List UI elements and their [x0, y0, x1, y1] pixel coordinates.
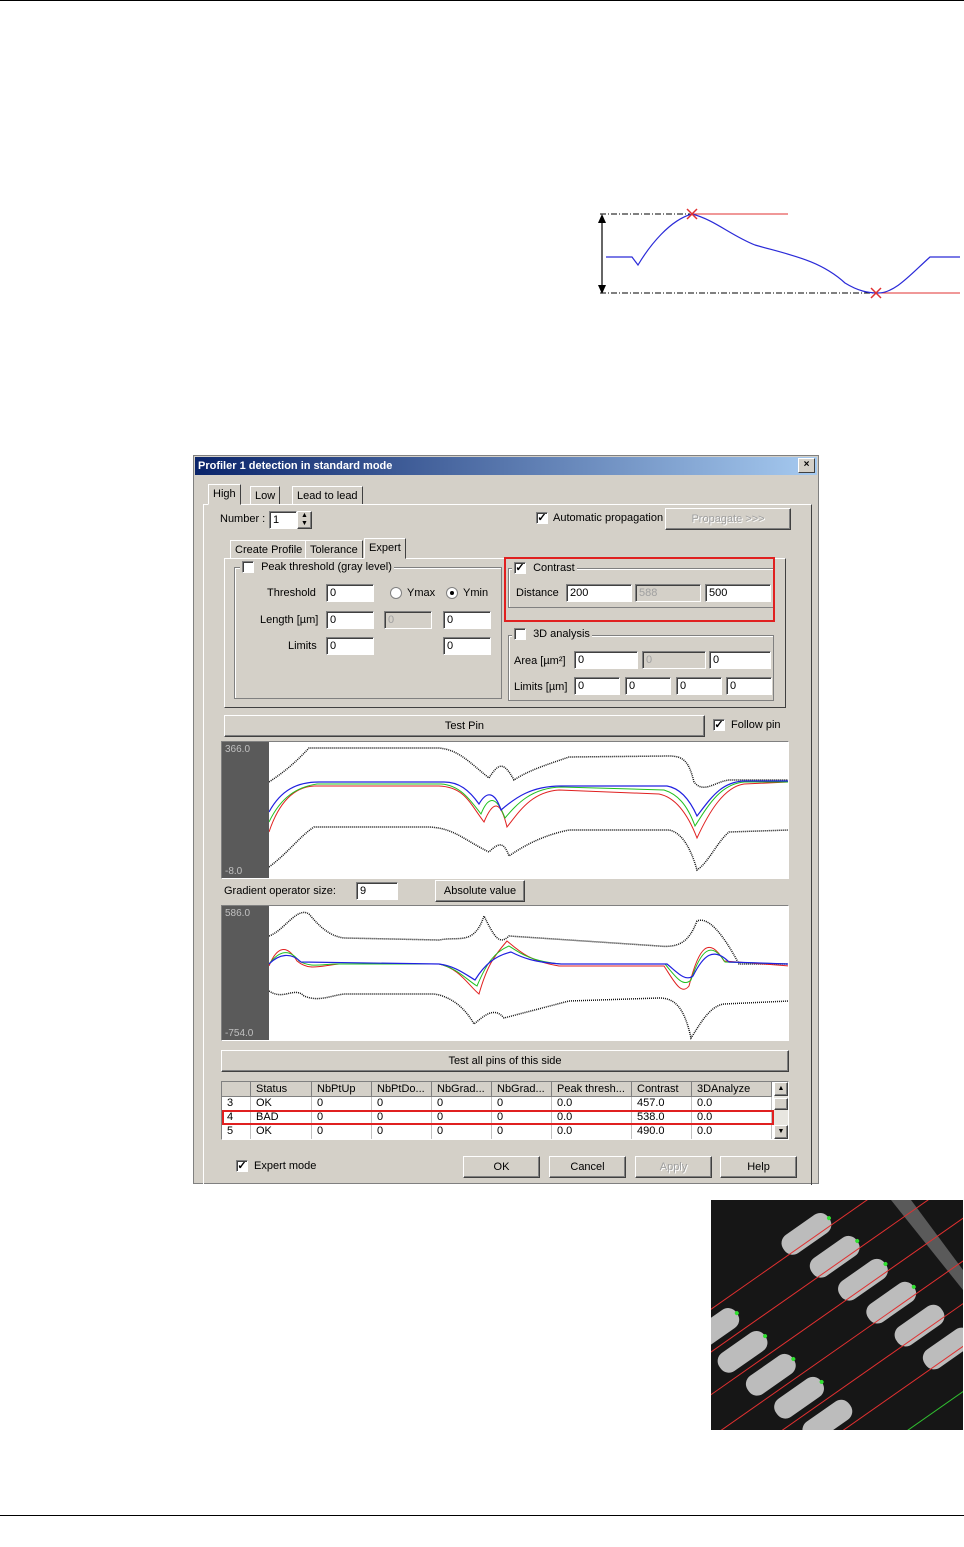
follow-pin-checkbox[interactable]: ✓ — [714, 719, 724, 731]
col-header-status[interactable]: Status — [251, 1082, 312, 1097]
gradient-plot-curves — [269, 906, 789, 1041]
cell-index: 5 — [222, 1125, 251, 1139]
cell-nbgrad-2: 0 — [492, 1125, 552, 1139]
cell-contrast: 490.0 — [632, 1125, 692, 1139]
cell-nbptdo: 0 — [372, 1111, 432, 1125]
peak-threshold-checkbox[interactable] — [242, 561, 254, 573]
col-header-nbgrad-1[interactable]: NbGrad... — [432, 1082, 492, 1097]
cell-nbgrad-2: 0 — [492, 1111, 552, 1125]
cell-3danalyze: 0.0 — [692, 1111, 772, 1125]
auto-propagation-label: Automatic propagation — [553, 512, 664, 524]
number-input[interactable]: 1 — [269, 511, 297, 529]
length-label: Length [µm] — [260, 614, 319, 626]
3d-limits-label: Limits [µm] — [514, 681, 568, 693]
3d-analysis-label: 3D analysis — [533, 628, 590, 640]
col-header-nbptup[interactable]: NbPtUp — [312, 1082, 372, 1097]
profiler-dialog — [193, 455, 819, 1184]
cell-contrast: 538.0 — [632, 1111, 692, 1125]
table-row[interactable] — [222, 1097, 774, 1111]
cell-status: OK — [251, 1097, 312, 1111]
gradient-curve-green — [269, 946, 789, 986]
apply-button[interactable]: Apply — [635, 1156, 712, 1178]
cell-nbgrad-1: 0 — [432, 1097, 492, 1111]
profile-plot-ymin: -8.0 — [225, 866, 243, 877]
length-min-input[interactable]: 0 — [326, 611, 374, 629]
length-mid-input: 0 — [384, 611, 432, 629]
cell-nbgrad-2: 0 — [492, 1097, 552, 1111]
col-header-nbgrad-2[interactable]: NbGrad... — [492, 1082, 552, 1097]
number-label: Number : — [220, 513, 266, 525]
profile-plot-ymax: 366.0 — [225, 744, 251, 755]
cell-nbptdo: 0 — [372, 1097, 432, 1111]
test-pin-button[interactable]: Test Pin — [224, 715, 705, 737]
ymax-label: Ymax — [407, 587, 436, 599]
profile-lower-envelope — [269, 827, 789, 870]
gradient-lower-envelope — [269, 991, 789, 1038]
bad-row-highlight — [222, 1110, 774, 1125]
cell-3danalyze: 0.0 — [692, 1125, 772, 1139]
tab-create-profile[interactable]: Create Profile — [230, 540, 307, 559]
col-header-contrast[interactable]: Contrast — [632, 1082, 692, 1097]
gradient-curve-blue — [269, 952, 789, 980]
length-max-input[interactable]: 0 — [443, 611, 491, 629]
3d-limit-input-2[interactable]: 0 — [625, 677, 671, 695]
gradient-input[interactable]: 9 — [356, 882, 398, 900]
area-label: Area [µm²] — [514, 655, 566, 667]
tab-lead-to-lead[interactable]: Lead to lead — [292, 486, 363, 505]
cancel-button[interactable]: Cancel — [549, 1156, 626, 1178]
contrast-label: Contrast — [533, 562, 575, 574]
cell-nbptup: 0 — [312, 1125, 372, 1139]
distance-min-input[interactable]: 200 — [566, 584, 632, 602]
expert-mode-checkbox[interactable]: ✓ — [237, 1160, 247, 1172]
cell-peak-thresh: 0.0 — [552, 1111, 632, 1125]
cell-nbptdo: 0 — [372, 1125, 432, 1139]
cell-index: 3 — [222, 1097, 251, 1111]
contrast-distance-diagram — [590, 205, 962, 305]
peak-threshold-label: Peak threshold (gray level) — [261, 561, 392, 573]
top-rule — [0, 0, 964, 1]
threshold-input[interactable]: 0 — [326, 584, 374, 602]
tab-expert[interactable]: Expert — [364, 538, 406, 559]
3d-analysis-header — [512, 628, 592, 640]
cell-peak-thresh: 0.0 — [552, 1125, 632, 1139]
gradient-plot-ymin: -754.0 — [225, 1028, 254, 1039]
col-header-nbptdo[interactable]: NbPtDo... — [372, 1082, 432, 1097]
ymin-radio[interactable] — [446, 587, 458, 599]
follow-pin-label: Follow pin — [731, 719, 781, 731]
cell-nbgrad-1: 0 — [432, 1111, 492, 1125]
distance-mid-input: 588 — [635, 584, 701, 602]
table-row[interactable] — [222, 1125, 774, 1139]
absolute-value-button[interactable]: Absolute value — [435, 880, 525, 902]
col-header-3danalyze[interactable]: 3DAnalyze — [692, 1082, 772, 1097]
cell-nbptup: 0 — [312, 1097, 372, 1111]
arrow-head-up-icon — [598, 214, 606, 223]
profile-plot — [221, 741, 789, 879]
profile-upper-envelope — [269, 748, 789, 787]
area-min-input[interactable]: 0 — [574, 651, 638, 669]
col-header-peak-thresh[interactable]: Peak thresh... — [552, 1082, 632, 1097]
gradient-label: Gradient operator size: — [224, 885, 336, 897]
area-mid-input: 0 — [642, 651, 706, 669]
inspection-image — [711, 1200, 963, 1430]
dialog-title: Profiler 1 detection in standard mode — [195, 457, 817, 475]
cell-contrast: 457.0 — [632, 1097, 692, 1111]
inspection-image-graphic — [711, 1200, 963, 1430]
cell-nbptup: 0 — [312, 1111, 372, 1125]
tab-high[interactable]: High — [208, 484, 241, 505]
bottom-rule — [0, 1515, 964, 1516]
scroll-down-icon[interactable]: ▼ — [774, 1125, 788, 1139]
profile-plot-axis-bar — [222, 742, 269, 878]
gradient-upper-envelope — [269, 912, 789, 964]
gradient-curve-red — [269, 941, 789, 994]
distance-label: Distance — [516, 587, 559, 599]
tab-low[interactable]: Low — [250, 486, 280, 505]
propagate-button[interactable]: Propagate >>> — [665, 508, 791, 530]
number-spin-button[interactable]: ▲ ▼ — [297, 511, 312, 529]
limits-max-input[interactable]: 0 — [443, 637, 491, 655]
gradient-plot-ymax: 586.0 — [225, 908, 251, 919]
ymax-radio[interactable] — [390, 587, 402, 599]
3d-limit-input-3[interactable]: 0 — [676, 677, 722, 695]
cell-status: OK — [251, 1125, 312, 1139]
cell-peak-thresh: 0.0 — [552, 1097, 632, 1111]
profile-curve-green — [269, 782, 789, 826]
ymin-label: Ymin — [463, 587, 489, 599]
3d-limit-input-4[interactable]: 0 — [726, 677, 772, 695]
cell-3danalyze: 0.0 — [692, 1097, 772, 1111]
contrast-highlight-box — [504, 557, 775, 622]
table-scrollbar[interactable] — [774, 1082, 788, 1139]
area-max-input[interactable]: 0 — [709, 651, 771, 669]
limits-label: Limits — [288, 640, 317, 652]
threshold-label: Threshold — [267, 587, 316, 599]
expert-mode-label: Expert mode — [254, 1160, 317, 1172]
distance-max-input[interactable]: 500 — [705, 584, 771, 602]
auto-propagation-checkbox[interactable]: ✓ — [537, 512, 547, 524]
cell-nbgrad-1: 0 — [432, 1125, 492, 1139]
col-header-index[interactable] — [222, 1082, 251, 1097]
limits-min-input[interactable]: 0 — [326, 637, 374, 655]
peak-threshold-header — [240, 561, 394, 573]
3d-limit-input-1[interactable]: 0 — [574, 677, 620, 695]
tab-tolerance[interactable]: Tolerance — [305, 540, 363, 559]
cell-index: 4 — [222, 1111, 251, 1125]
gradient-plot-axis-bar — [222, 906, 269, 1040]
profile-plot-curves — [269, 742, 789, 879]
cell-status: BAD — [251, 1111, 312, 1125]
scroll-thumb[interactable] — [774, 1098, 788, 1110]
3d-analysis-checkbox[interactable] — [514, 628, 526, 640]
close-button[interactable]: × — [798, 458, 815, 473]
profile-curve-red — [269, 782, 789, 838]
scroll-up-icon[interactable]: ▲ — [774, 1082, 788, 1096]
results-table — [221, 1081, 789, 1140]
help-button[interactable]: Help — [720, 1156, 797, 1178]
test-all-pins-button[interactable]: Test all pins of this side — [221, 1050, 789, 1072]
gradient-plot — [221, 905, 789, 1041]
ok-button[interactable]: OK — [463, 1156, 540, 1178]
profile-curve — [606, 214, 960, 293]
contrast-checkbox[interactable]: ✓ — [515, 562, 525, 575]
